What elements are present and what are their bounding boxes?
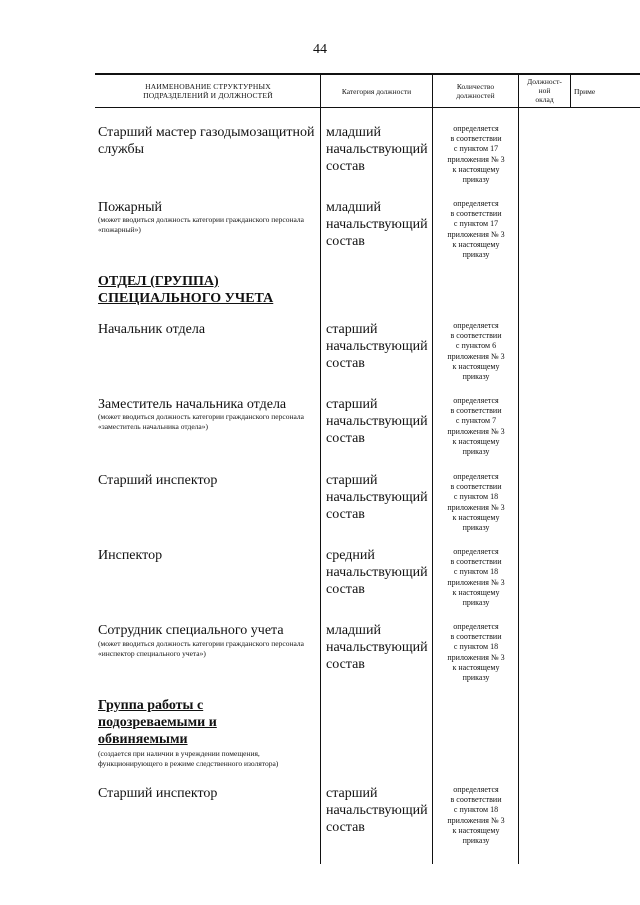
position-name: Старший мастер газодымозащитной службы	[98, 125, 315, 157]
position-name: Старший инспектор	[98, 786, 218, 801]
position-quantity: определяется в соответствии с пунктом 6 приложения № 3 к настоящему приказу	[447, 321, 505, 382]
position-category: младший начальствующий состав	[326, 200, 428, 249]
position-category: старший начальствующий состав	[326, 397, 428, 446]
position-quantity: определяется в соответствии с пунктом 18 приложения № 3 к настоящему приказу	[447, 472, 505, 533]
position-name: Заместитель начальника отдела	[98, 397, 287, 412]
position-category: старший начальствующий состав	[326, 786, 428, 835]
header-notes: Приме	[574, 86, 596, 96]
header-category: Категория должности	[341, 86, 412, 96]
subsection-heading: Группа работы с подозреваемыми и обвиняемыми	[98, 698, 217, 747]
header-quantity: Количество должностей	[456, 82, 495, 100]
column-divider-2	[432, 74, 433, 864]
position-note: (может вводиться должность категории гражданского персонала «инспектор специального учета»)	[98, 639, 304, 658]
position-category: средний начальствующий состав	[326, 548, 428, 597]
section-heading: ОТДЕЛ (ГРУППА) СПЕЦИАЛЬНОГО УЧЕТА	[98, 274, 274, 306]
position-quantity: определяется в соответствии с пунктом 18 приложения № 3 к настоящему приказу	[447, 622, 505, 683]
position-category: младший начальствующий состав	[326, 125, 428, 174]
position-quantity: определяется в соответствии с пунктом 17 приложения № 3 к настоящему приказу	[447, 124, 505, 185]
table-top-rule	[95, 73, 640, 75]
position-quantity: определяется в соответствии с пунктом 17 приложения № 3 к настоящему приказу	[447, 199, 505, 260]
column-divider-3	[518, 74, 519, 864]
subsection-note: (создается при наличии в учреждении помещения, функционирующего в режиме следственного изолятора)	[98, 749, 279, 768]
position-name: Инспектор	[98, 548, 163, 563]
position-name: Сотрудник специального учета	[98, 623, 284, 638]
position-name: Начальник отдела	[98, 322, 206, 337]
position-name: Старший инспектор	[98, 473, 218, 488]
position-note: (может вводиться должность категории гражданского персонала «пожарный»)	[98, 215, 304, 234]
position-category: младший начальствующий состав	[326, 623, 428, 672]
position-category: старший начальствующий состав	[326, 473, 428, 522]
position-note: (может вводиться должность категории гражданского персонала «заместитель начальника отдела»)	[98, 412, 304, 431]
position-quantity: определяется в соответствии с пунктом 7 приложения № 3 к настоящему приказу	[447, 396, 505, 457]
position-name: Пожарный	[98, 200, 163, 215]
position-category: старший начальствующий состав	[326, 322, 428, 371]
column-divider-1	[320, 74, 321, 864]
position-quantity: определяется в соответствии с пунктом 18 приложения № 3 к настоящему приказу	[447, 785, 505, 846]
position-quantity: определяется в соответствии с пунктом 18 приложения № 3 к настоящему приказу	[447, 547, 505, 608]
header-name: НАИМЕНОВАНИЕ СТРУКТУРНЫХ ПОДРАЗДЕЛЕНИЙ И ДОЛЖНОСТЕЙ	[143, 82, 273, 100]
table-header-rule	[95, 107, 640, 108]
header-salary: Должност- ной оклад	[527, 77, 562, 104]
page-number: 44	[313, 42, 327, 57]
